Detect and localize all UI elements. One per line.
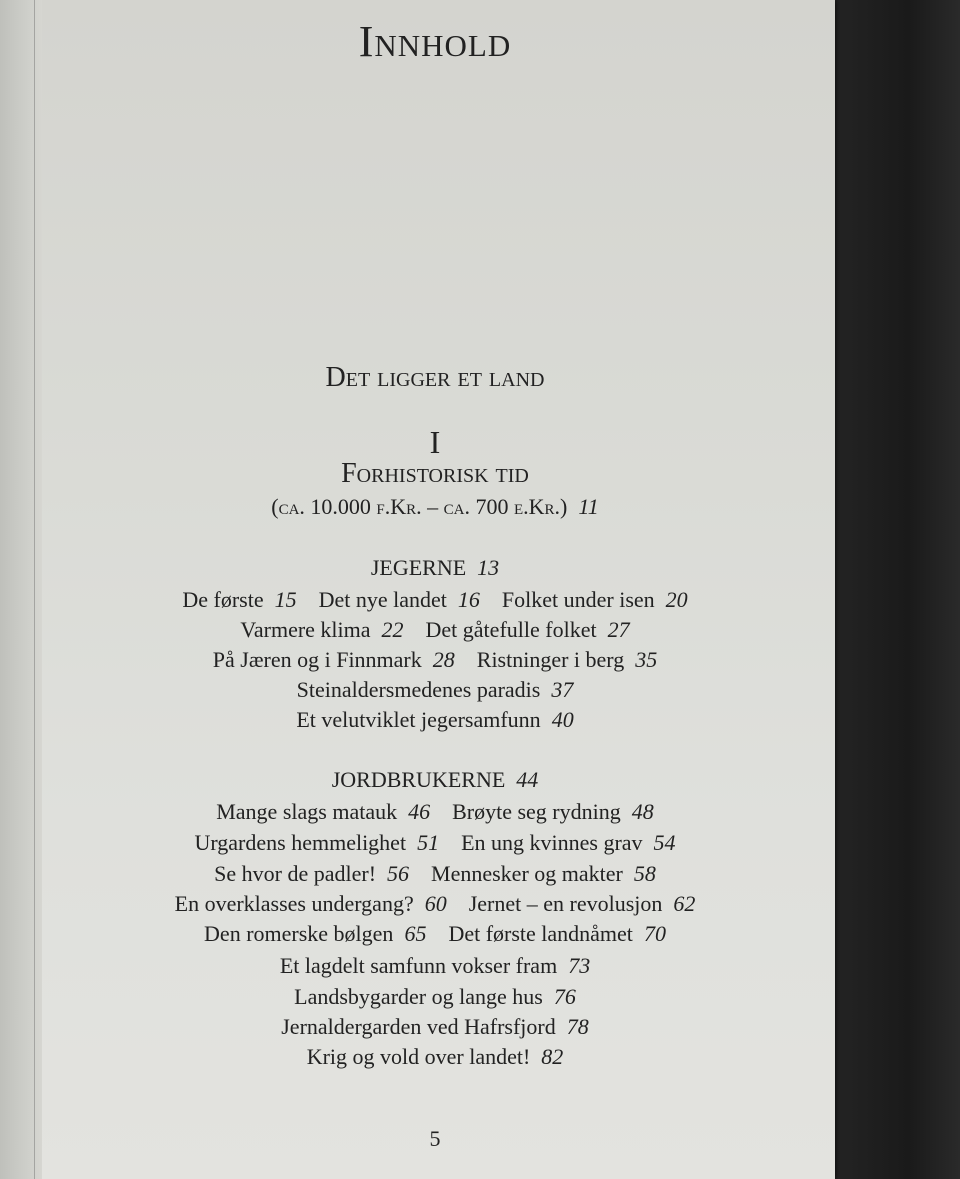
toc-entry-page: 78 <box>566 1014 589 1039</box>
toc-entry-page: 56 <box>387 861 410 886</box>
page-title: Innhold <box>358 17 512 66</box>
toc-entry-page: 40 <box>551 707 574 732</box>
toc-entry-page: 65 <box>404 921 427 946</box>
toc-entry-title: Den romerske bølgen <box>204 921 394 946</box>
toc-entry-title: Varmere klima <box>240 617 371 642</box>
toc-entry-title: Steinaldersmedenes paradis <box>296 677 541 702</box>
toc-entry-title: Jernaldergarden ved Hafrsfjord <box>281 1014 556 1039</box>
section-dates-line <box>0 494 870 520</box>
toc-entry-title: Jernet – en revolusjon <box>468 891 663 916</box>
toc-line <box>0 953 870 979</box>
toc-entry-page: 27 <box>607 617 630 642</box>
toc-entry-page: 51 <box>417 830 440 855</box>
toc-line <box>0 677 870 703</box>
toc-line <box>0 830 870 856</box>
toc-entry-page: 22 <box>381 617 404 642</box>
toc-entry-title: Det nye landet <box>318 587 447 612</box>
toc-entry-title: Mennesker og makter <box>431 861 623 886</box>
toc-entry-title: De første <box>182 587 264 612</box>
toc-line <box>0 587 870 613</box>
toc-entry-title: En ung kvinnes grav <box>461 830 643 855</box>
chapter-page-number: 44 <box>516 767 539 792</box>
toc-line <box>0 1044 870 1070</box>
section-dates: (ca. 10.000 f.Kr. – ca. 700 e.Kr.) <box>271 494 568 519</box>
section-title: Forhistorisk tid <box>341 458 529 489</box>
toc-line <box>0 707 870 733</box>
toc-line <box>0 799 870 825</box>
toc-line <box>0 1014 870 1040</box>
section-page-number: 11 <box>578 494 599 519</box>
toc-entry-title: Mange slags matauk <box>216 799 398 824</box>
toc-entry-page: 54 <box>653 830 676 855</box>
page-folio: 5 <box>429 1126 441 1151</box>
toc-entry-title: Folket under isen <box>501 587 655 612</box>
chapter-page-number: 13 <box>477 555 500 580</box>
toc-entry-page: 60 <box>424 891 447 916</box>
toc-entry-page: 16 <box>457 587 480 612</box>
part-number: I <box>429 424 441 460</box>
toc-entry-page: 15 <box>274 587 297 612</box>
toc-entry-title: Et lagdelt samfunn vokser fram <box>279 953 558 978</box>
chapter-heading <box>0 767 870 793</box>
toc-entry-page: 37 <box>551 677 574 702</box>
toc-entry-page: 82 <box>541 1044 564 1069</box>
toc-entry-title: Det første landnåmet <box>448 921 633 946</box>
toc-entry-title: Et velutviklet jegersamfunn <box>296 707 541 732</box>
toc-line <box>0 861 870 887</box>
toc-entry-title: Se hvor de padler! <box>214 861 377 886</box>
toc-entry-title: På Jæren og i Finnmark <box>212 647 422 672</box>
toc-entry-page: 28 <box>432 647 455 672</box>
toc-entry-title: Landsbygarder og lange hus <box>294 984 543 1009</box>
toc-line <box>0 617 870 643</box>
toc-line <box>0 921 870 947</box>
toc-entry-page: 58 <box>633 861 656 886</box>
toc-entry-title: Brøyte seg rydning <box>452 799 621 824</box>
toc-entry-title: Urgardens hemmelighet <box>194 830 407 855</box>
toc-entry-page: 62 <box>673 891 696 916</box>
chapter-heading <box>0 555 870 581</box>
toc-entry-title: Ristninger i berg <box>476 647 625 672</box>
toc-line <box>0 984 870 1010</box>
toc-entry-title: En overklasses undergang? <box>174 891 414 916</box>
toc-entry-page: 70 <box>643 921 666 946</box>
toc-entry-title: Krig og vold over landet! <box>306 1044 531 1069</box>
toc-entry-page: 73 <box>568 953 591 978</box>
toc-line <box>0 647 870 673</box>
toc-entry-page: 20 <box>665 587 688 612</box>
part-title: Det ligger et land <box>325 362 545 393</box>
toc-entry-page: 76 <box>553 984 576 1009</box>
toc-entry-page: 46 <box>408 799 431 824</box>
toc-entry-page: 35 <box>635 647 658 672</box>
toc-line <box>0 891 870 917</box>
toc-entry-title: Det gåtefulle folket <box>425 617 597 642</box>
chapter-title: JEGERNE <box>370 555 467 580</box>
chapter-title: JORDBRUKERNE <box>331 767 506 792</box>
toc-entry-page: 48 <box>631 799 654 824</box>
